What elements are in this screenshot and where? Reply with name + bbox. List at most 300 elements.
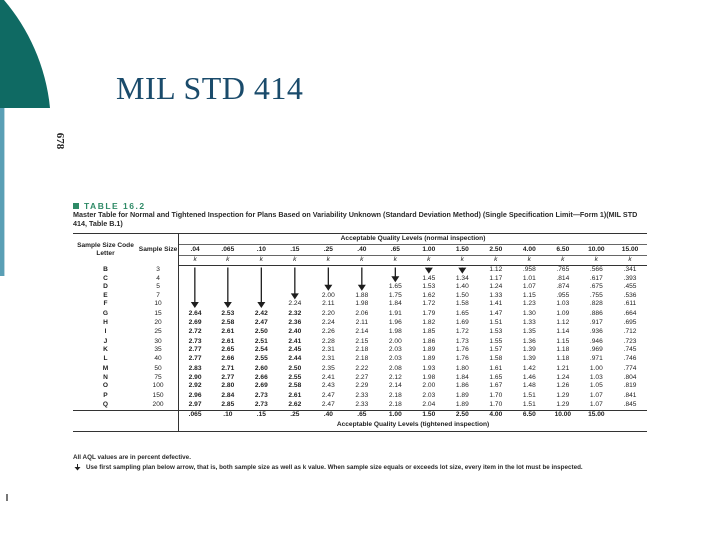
k-value-cell: 2.60 (254, 365, 268, 373)
k-value-cell: 1.23 (522, 300, 536, 308)
k-value-cell: 2.58 (288, 382, 302, 390)
tightened-label-row (73, 421, 647, 431)
k-value-cell: .886 (589, 310, 603, 318)
k-value-cell: 1.72 (422, 300, 436, 308)
k-value-cell (412, 266, 446, 275)
k-value-cell: 2.00 (388, 337, 402, 345)
table-row (73, 283, 647, 292)
k-value-cell (179, 266, 211, 275)
k-value-cell: .841 (623, 392, 637, 400)
code-letter-cell: P (103, 392, 108, 400)
k-value-cell: 1.55 (489, 337, 503, 345)
code-letter-cell: I (104, 327, 107, 335)
k-value-cell: 1.24 (556, 373, 570, 381)
aql-level-cell: 1.00 (412, 245, 446, 256)
code-letter-cell: F (103, 300, 108, 308)
k-value-cell: 1.39 (522, 346, 536, 354)
footnote-arrow-text: Use first sampling plan below arrow, that is, both sample size as well as k value. When sample size equals or exceeds lot size, every item in the lot must be inspected. (86, 463, 583, 471)
k-value-cell: 2.44 (288, 354, 302, 362)
k-value-cell: 2.03 (388, 346, 402, 354)
aql-tightened-cell: .15 (256, 411, 266, 419)
k-value-cell: 2.14 (388, 382, 402, 390)
k-value-cell: 1.93 (422, 365, 436, 373)
k-value-cell: 2.41 (288, 337, 302, 345)
table-row (73, 401, 647, 410)
k-value-cell (278, 292, 312, 301)
sample-size-cell: 35 (138, 346, 179, 355)
k-value-cell: 2.45 (288, 346, 302, 354)
k-value-cell: 1.00 (589, 365, 603, 373)
k-value-cell: 1.03 (556, 300, 570, 308)
k-value-cell: 2.26 (321, 327, 335, 335)
table-row (73, 355, 647, 364)
k-value-cell: 1.17 (489, 274, 503, 282)
k-value-cell: 2.66 (221, 354, 235, 362)
k-value-cell (245, 292, 279, 301)
code-letter-cell: C (103, 274, 108, 282)
k-value-cell: 2.72 (188, 327, 202, 335)
k-value-cell: 2.55 (288, 373, 302, 381)
k-value-cell: 1.12 (489, 266, 503, 273)
k-value-cell: .936 (589, 327, 603, 335)
header-aql-normal: Acceptable Quality Levels (normal inspection) (179, 234, 647, 245)
k-value-cell: 1.35 (522, 327, 536, 335)
k-value-cell: 2.42 (254, 310, 268, 318)
k-value-cell: 1.70 (489, 392, 503, 400)
k-value-cell (245, 266, 279, 275)
k-value-cell: 2.14 (355, 327, 369, 335)
header-row (73, 234, 647, 245)
k-value-cell: 2.22 (355, 365, 369, 373)
sample-size-cell: 5 (138, 283, 179, 292)
k-value-cell: 2.11 (355, 319, 368, 327)
k-value-cell: 2.11 (322, 300, 335, 308)
k-value-cell: .695 (623, 319, 637, 327)
k-value-cell (278, 266, 312, 275)
k-value-cell: 2.36 (288, 319, 302, 327)
k-value-cell: 1.07 (589, 400, 603, 408)
code-letter-cell: L (103, 354, 108, 362)
k-value-cell: 1.33 (489, 291, 503, 299)
k-value-cell: 2.62 (288, 400, 302, 408)
k-value-cell (345, 283, 379, 292)
k-label-cell: k (613, 256, 647, 266)
k-value-cell: 1.48 (522, 382, 536, 390)
aql-tightened-cell: 6.50 (522, 411, 536, 419)
k-value-cell: 2.65 (221, 346, 235, 354)
k-value-cell: .958 (522, 266, 536, 273)
table-row (73, 328, 647, 337)
master-table (73, 233, 647, 432)
footer-aql-tightened: Acceptable Quality Levels (tightened inspection) (179, 421, 647, 431)
code-letter-cell: G (102, 310, 109, 318)
k-value-cell: .536 (623, 291, 637, 299)
k-value-cell: 2.61 (288, 392, 302, 400)
k-value-cell: 2.77 (221, 373, 235, 381)
k-value-cell: 1.29 (556, 400, 570, 408)
k-value-cell: 2.73 (188, 337, 202, 345)
k-value-cell: 1.12 (556, 319, 570, 327)
header-sample-size: Sample Size (138, 234, 179, 266)
k-value-cell: 2.85 (221, 400, 235, 408)
k-label-cell: k (245, 256, 279, 266)
k-value-cell (211, 275, 245, 284)
k-value-cell: 2.00 (422, 382, 436, 390)
aql-tightened-cell: 10.00 (554, 411, 572, 419)
k-value-cell: 2.84 (221, 392, 235, 400)
code-letter-cell: M (102, 365, 109, 373)
k-value-cell: 2.18 (388, 400, 402, 408)
aql-tightened-cell: 4.00 (489, 411, 503, 419)
k-value-cell (211, 283, 245, 292)
aql-tightened-cell: .65 (357, 411, 367, 419)
sample-size-cell: 100 (138, 382, 179, 391)
k-value-cell: .845 (623, 400, 637, 408)
k-value-cell: 2.47 (321, 400, 335, 408)
k-value-cell: 2.06 (355, 310, 369, 318)
k-value-cell (245, 283, 279, 292)
k-label-cell: k (379, 256, 413, 266)
k-value-cell: .765 (556, 266, 570, 273)
k-value-cell: 1.46 (522, 373, 536, 381)
k-value-cell: 1.67 (489, 382, 503, 390)
table-row (73, 292, 647, 301)
table-row (73, 309, 647, 319)
k-value-cell: 2.20 (321, 310, 335, 318)
footnote-arrow (73, 463, 583, 471)
k-value-cell (179, 283, 211, 292)
k-value-cell: .746 (623, 354, 637, 362)
aql-level-cell: .15 (278, 245, 312, 256)
k-value-cell: 1.33 (522, 319, 536, 327)
k-value-cell: 2.47 (254, 319, 268, 327)
k-value-cell: .675 (589, 283, 603, 291)
k-value-cell: .955 (556, 291, 570, 299)
aql-level-cell: 15.00 (613, 245, 647, 256)
k-value-cell: 2.03 (422, 392, 436, 400)
k-value-cell: 1.09 (556, 310, 570, 318)
table-label-text: TABLE 16.2 (84, 200, 146, 211)
k-value-cell: 2.51 (254, 337, 268, 345)
k-value-cell: .566 (589, 266, 603, 273)
k-label-cell: k (345, 256, 379, 266)
k-value-cell: 1.39 (522, 354, 536, 362)
aql-level-cell: .40 (345, 245, 379, 256)
k-value-cell: 2.33 (355, 400, 369, 408)
sample-size-cell: 10 (138, 300, 179, 309)
k-value-cell: 2.27 (355, 373, 369, 381)
k-value-cell: 1.03 (589, 373, 603, 381)
k-value-cell: 2.69 (254, 382, 268, 390)
code-letter-cell: O (102, 382, 109, 390)
k-value-cell (345, 275, 379, 284)
k-label-cell: k (580, 256, 614, 266)
k-value-cell (379, 266, 413, 275)
aql-level-cell: .65 (379, 245, 413, 256)
k-value-cell: 2.66 (254, 373, 268, 381)
k-value-cell: .969 (589, 346, 603, 354)
code-letter-cell: J (103, 337, 108, 345)
k-value-cell: 2.53 (221, 310, 235, 318)
k-value-cell: .819 (623, 382, 637, 390)
left-thin-line (4, 108, 5, 276)
k-value-cell: 2.24 (321, 319, 335, 327)
sample-size-cell: 20 (138, 319, 179, 328)
k-value-cell: 1.18 (556, 354, 570, 362)
k-value-cell: .617 (589, 274, 603, 282)
k-value-cell: 1.47 (489, 310, 503, 318)
aql-level-cell: .04 (179, 245, 211, 256)
k-value-cell (345, 266, 379, 275)
k-value-cell: 1.88 (355, 291, 369, 299)
k-value-cell: 2.54 (254, 346, 268, 354)
aql-level-cell: 1.50 (446, 245, 480, 256)
k-value-cell: 2.69 (188, 319, 202, 327)
k-value-cell: 1.65 (489, 373, 503, 381)
k-value-cell: 2.18 (388, 392, 402, 400)
k-value-cell: 2.55 (254, 354, 268, 362)
k-value-cell: 2.18 (355, 354, 369, 362)
header-code-letter: Sample Size Code Letter (73, 234, 138, 266)
k-value-cell: 2.28 (321, 337, 335, 345)
aql-tightened-cell: 1.00 (388, 411, 402, 419)
sample-size-cell: 25 (138, 328, 179, 337)
k-value-cell: 2.92 (188, 382, 202, 390)
k-value-cell: 1.70 (489, 400, 503, 408)
k-value-cell: 1.45 (422, 274, 436, 282)
k-value-cell: 2.31 (321, 346, 335, 354)
k-value-cell (379, 275, 413, 284)
k-value-cell: 1.57 (489, 346, 503, 354)
k-value-cell: .455 (623, 283, 637, 291)
aql-tightened-cell: 2.50 (455, 411, 469, 419)
k-value-cell: 2.80 (221, 382, 235, 390)
k-value-cell: 1.73 (455, 337, 469, 345)
k-value-cell: 2.33 (355, 392, 369, 400)
k-value-cell (446, 266, 480, 275)
aql-tightened-cell: .40 (323, 411, 333, 419)
k-value-cell: 2.03 (388, 354, 402, 362)
k-value-cell: 1.07 (522, 283, 536, 291)
k-value-cell: 1.76 (455, 346, 469, 354)
code-letter-cell: Q (102, 400, 109, 408)
aql-tightened-cell: .065 (188, 411, 202, 419)
k-value-cell: 1.51 (522, 392, 536, 400)
k-label-cell: k (211, 256, 245, 266)
k-value-cell: 2.00 (321, 291, 335, 299)
k-value-cell (211, 266, 245, 275)
k-value-cell (179, 275, 211, 284)
footnote-aql: All AQL values are in percent defective. (73, 454, 191, 461)
sample-size-cell: 30 (138, 336, 179, 346)
k-value-cell: 2.08 (388, 365, 402, 373)
aql-level-cell: .25 (312, 245, 346, 256)
k-value-cell: 1.51 (522, 400, 536, 408)
k-value-cell: 1.18 (556, 346, 570, 354)
left-accent-bar (0, 108, 4, 276)
k-value-cell: 1.76 (455, 354, 469, 362)
k-value-cell: 1.98 (355, 300, 369, 308)
k-value-cell: 1.82 (422, 319, 436, 327)
k-value-cell: 1.84 (455, 373, 469, 381)
k-value-cell: 2.32 (288, 310, 302, 318)
k-label-cell: k (278, 256, 312, 266)
code-letter-cell: N (103, 373, 108, 381)
aql-level-cell: 4.00 (513, 245, 547, 256)
k-value-cell: .874 (556, 283, 570, 291)
k-value-cell: 1.36 (522, 337, 536, 345)
k-value-cell: 1.07 (589, 392, 603, 400)
sample-size-cell: 4 (138, 275, 179, 284)
k-value-cell: 2.77 (188, 354, 202, 362)
k-value-cell: 2.15 (355, 337, 369, 345)
aql-level-cell: 6.50 (546, 245, 580, 256)
k-value-cell: .341 (623, 266, 637, 273)
aql-tightened-row (73, 410, 647, 421)
sample-size-cell: 50 (138, 364, 179, 374)
code-letter-cell: E (103, 291, 108, 299)
table-body (73, 266, 647, 411)
table-row (73, 275, 647, 284)
k-value-cell (245, 275, 279, 284)
aql-tightened-cell: 15.00 (588, 411, 605, 419)
k-value-cell: 1.80 (455, 365, 469, 373)
k-value-cell: 1.24 (489, 283, 503, 291)
teal-corner-arc (0, 0, 50, 108)
k-value-cell: 1.58 (489, 354, 503, 362)
k-value-cell: 2.50 (254, 327, 268, 335)
k-value-cell: 1.69 (455, 319, 469, 327)
k-value-cell: 1.65 (388, 283, 402, 291)
bottom-left-tick (6, 494, 8, 501)
k-value-cell: 1.84 (388, 300, 402, 308)
k-value-cell: 2.97 (188, 400, 202, 408)
k-value-cell: 1.34 (455, 274, 469, 282)
k-value-cell: .946 (589, 337, 603, 345)
k-value-cell: 1.98 (422, 373, 436, 381)
k-value-cell: .804 (623, 373, 637, 381)
k-value-cell: .664 (623, 310, 637, 318)
k-value-cell: 1.75 (388, 291, 402, 299)
aql-level-cell: 10.00 (580, 245, 614, 256)
k-value-cell: 1.96 (388, 319, 402, 327)
k-value-cell: 1.58 (455, 300, 469, 308)
aql-tightened-cell: 1.50 (422, 411, 436, 419)
sample-size-cell: 40 (138, 355, 179, 364)
k-value-cell: 2.83 (188, 365, 202, 373)
aql-tightened-cell (613, 410, 647, 421)
k-value-cell: 2.43 (321, 382, 335, 390)
k-label-cell: k (179, 256, 211, 266)
k-value-cell: 1.89 (455, 392, 469, 400)
k-value-cell: .774 (623, 365, 637, 373)
k-value-cell: 2.47 (321, 392, 335, 400)
k-value-cell: 1.86 (455, 382, 469, 390)
k-value-cell: 1.05 (589, 382, 603, 390)
k-value-cell: .971 (589, 354, 603, 362)
aql-tightened-cell: .10 (223, 411, 233, 419)
aql-level-cell: .065 (211, 245, 245, 256)
k-value-cell: 2.24 (288, 300, 302, 308)
k-label-cell: k (312, 256, 346, 266)
table-row (73, 391, 647, 401)
k-value-cell: 1.51 (489, 319, 503, 327)
k-value-cell: .723 (623, 337, 637, 345)
k-value-cell: 2.61 (221, 327, 235, 335)
k-value-cell: 1.29 (556, 392, 570, 400)
k-value-cell: 2.18 (355, 346, 369, 354)
k-value-cell (312, 283, 346, 292)
k-label-cell: k (546, 256, 580, 266)
k-value-cell: 1.61 (489, 365, 503, 373)
k-value-cell (312, 275, 346, 284)
k-value-cell: 2.64 (188, 310, 202, 318)
scanned-table-page (70, 200, 650, 474)
table-row (73, 382, 647, 391)
table-row (73, 374, 647, 383)
k-value-cell: .917 (589, 319, 603, 327)
k-value-cell: .712 (623, 327, 637, 335)
k-value-cell (179, 292, 211, 301)
k-value-cell: 2.40 (288, 327, 302, 335)
k-value-cell: 1.89 (455, 400, 469, 408)
table-row (73, 319, 647, 328)
k-value-cell (245, 300, 279, 309)
code-letter-cell: D (103, 283, 108, 291)
k-value-cell: 1.53 (422, 283, 436, 291)
down-arrow-icon (73, 463, 82, 471)
k-value-cell: 1.72 (455, 327, 469, 335)
k-value-cell: 1.62 (422, 291, 436, 299)
k-value-cell: 2.50 (288, 365, 302, 373)
k-value-cell: .611 (623, 300, 637, 308)
k-value-cell (278, 275, 312, 284)
k-value-cell: 2.96 (188, 392, 202, 400)
table-row (73, 346, 647, 355)
k-value-cell: 1.79 (422, 310, 436, 318)
k-label-cell: k (412, 256, 446, 266)
sample-size-cell: 15 (138, 309, 179, 319)
k-value-cell: 2.35 (321, 365, 335, 373)
k-value-cell: 2.12 (388, 373, 402, 381)
table-row (73, 336, 647, 346)
k-value-cell: 2.31 (321, 354, 335, 362)
k-value-cell: 1.01 (522, 274, 536, 282)
k-value-cell: .814 (556, 274, 570, 282)
k-value-cell (211, 292, 245, 301)
k-value-cell: 2.58 (221, 319, 235, 327)
k-value-cell (211, 300, 245, 309)
k-value-cell: 1.53 (489, 327, 503, 335)
k-value-cell: 1.65 (455, 310, 469, 318)
k-value-cell: .393 (623, 274, 637, 282)
k-value-cell: 2.61 (221, 337, 235, 345)
sample-size-cell: 7 (138, 292, 179, 301)
k-value-cell: 1.91 (388, 310, 402, 318)
table-row (73, 266, 647, 275)
k-value-cell: 2.29 (355, 382, 369, 390)
code-letter-cell: B (103, 265, 108, 273)
aql-tightened-cell: .25 (290, 411, 300, 419)
k-value-cell: .745 (623, 346, 637, 354)
k-value-cell: 1.30 (522, 310, 536, 318)
sample-size-cell: 75 (138, 374, 179, 383)
square-bullet-icon (73, 203, 79, 209)
k-value-cell: 1.89 (422, 346, 436, 354)
table-caption: Master Table for Normal and Tightened Inspection for Plans Based on Variability Unknown (Standard Deviation Method) (Single Specification Limit—Form 1)(MIL STD 414, Table B.1) (73, 210, 638, 228)
k-value-cell: 2.90 (188, 373, 202, 381)
code-letter-cell: K (103, 346, 108, 354)
